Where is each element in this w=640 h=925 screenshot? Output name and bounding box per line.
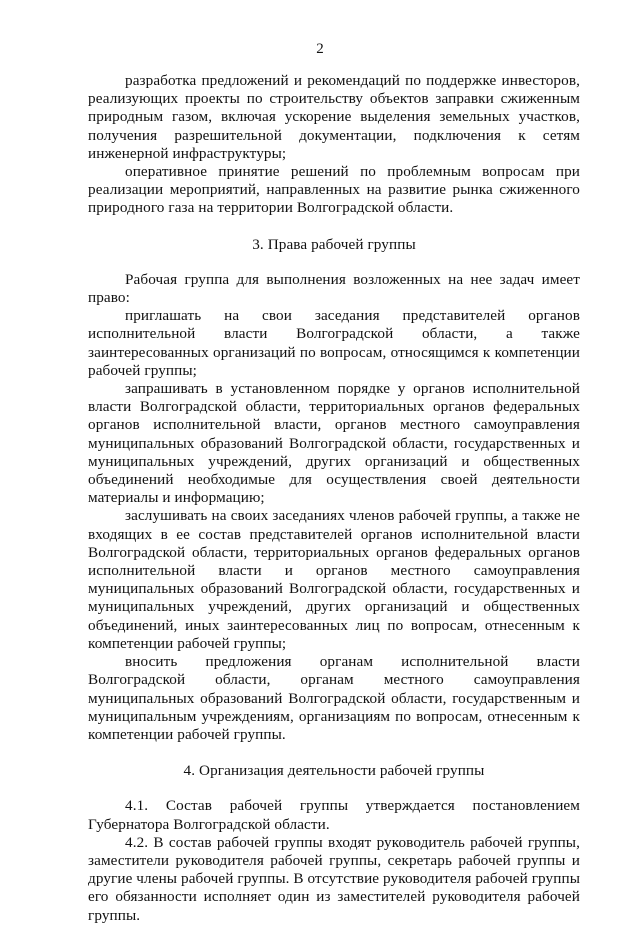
section-4-paragraph-1: 4.1. Состав рабочей группы утверждается постановлением Губернатора Волгоградской области. [88,797,580,833]
section-3-paragraph-2: приглашать на свои заседания представителей органов исполнительной власти Волгоградской области, а также заинтересованных организаций по вопросам, относящимся к компетенции рабочей группы; [88,307,580,379]
section-3-heading: 3. Права рабочей группы [252,235,416,253]
section-4-paragraph-2: 4.2. В состав рабочей группы входят руководитель рабочей группы, заместители руководителя рабочей группы, секретарь рабочей группы и другие члены рабочей группы. В отсутствие руководителя рабочей группы его обязанности исполняет один из заместителей руководителя рабочей группы. [88,833,580,924]
page-number: 2 [316,41,324,57]
section-3-paragraph-1: Рабочая группа для выполнения возложенных на нее задач имеет право: [88,270,580,307]
section-4-heading: 4. Организация деятельности рабочей группы [183,762,485,780]
paragraph-intro-1: разработка предложений и рекомендаций по поддержке инвесторов, реализующих проекты по строительству объектов заправки сжиженным природным газом, включая ускорение выделения земельных участков, получения разрешительной документации, подключения к сетям инженерной инфраструктуры; [88,72,580,162]
section-3-paragraph-5: вносить предложения органам исполнительной власти Волгоградской области, органам местного самоуправления муниципальных образований Волгоградской области, государственным и муниципальным учреждениям, организациям по вопросам, отнесенным к компетенции рабочей группы. [88,653,580,743]
section-3-paragraph-4: заслушивать на своих заседаниях членов рабочей группы, а также не входящих в ее состав представителей органов исполнительной власти Волгоградской области, территориальных органов федеральных органов исполнительной власти и органов местного самоуправления муниципальных образований Волгоградской области, государственных и муниципальных учреждений, других организаций и общественных объединений, иных заинтересованных лиц по вопросам, отнесенным к компетенции рабочей группы; [88,507,580,652]
paragraph-intro-2: оперативное принятие решений по проблемным вопросам при реализации мероприятий, направленных на развитие рынка сжиженного природного газа на территории Волгоградской области. [88,163,580,217]
document-body [88,72,580,925]
section-3-paragraph-3: запрашивать в установленном порядке у органов исполнительной власти Волгоградской области, территориальных органов федеральных органов исполнительной власти, органов местного самоуправления муниципальных образований Волгоградской области, государственных и муниципальных учреждений, других организаций и общественных объединений необходимые для осуществления своей деятельности материалы и информацию; [88,380,580,507]
